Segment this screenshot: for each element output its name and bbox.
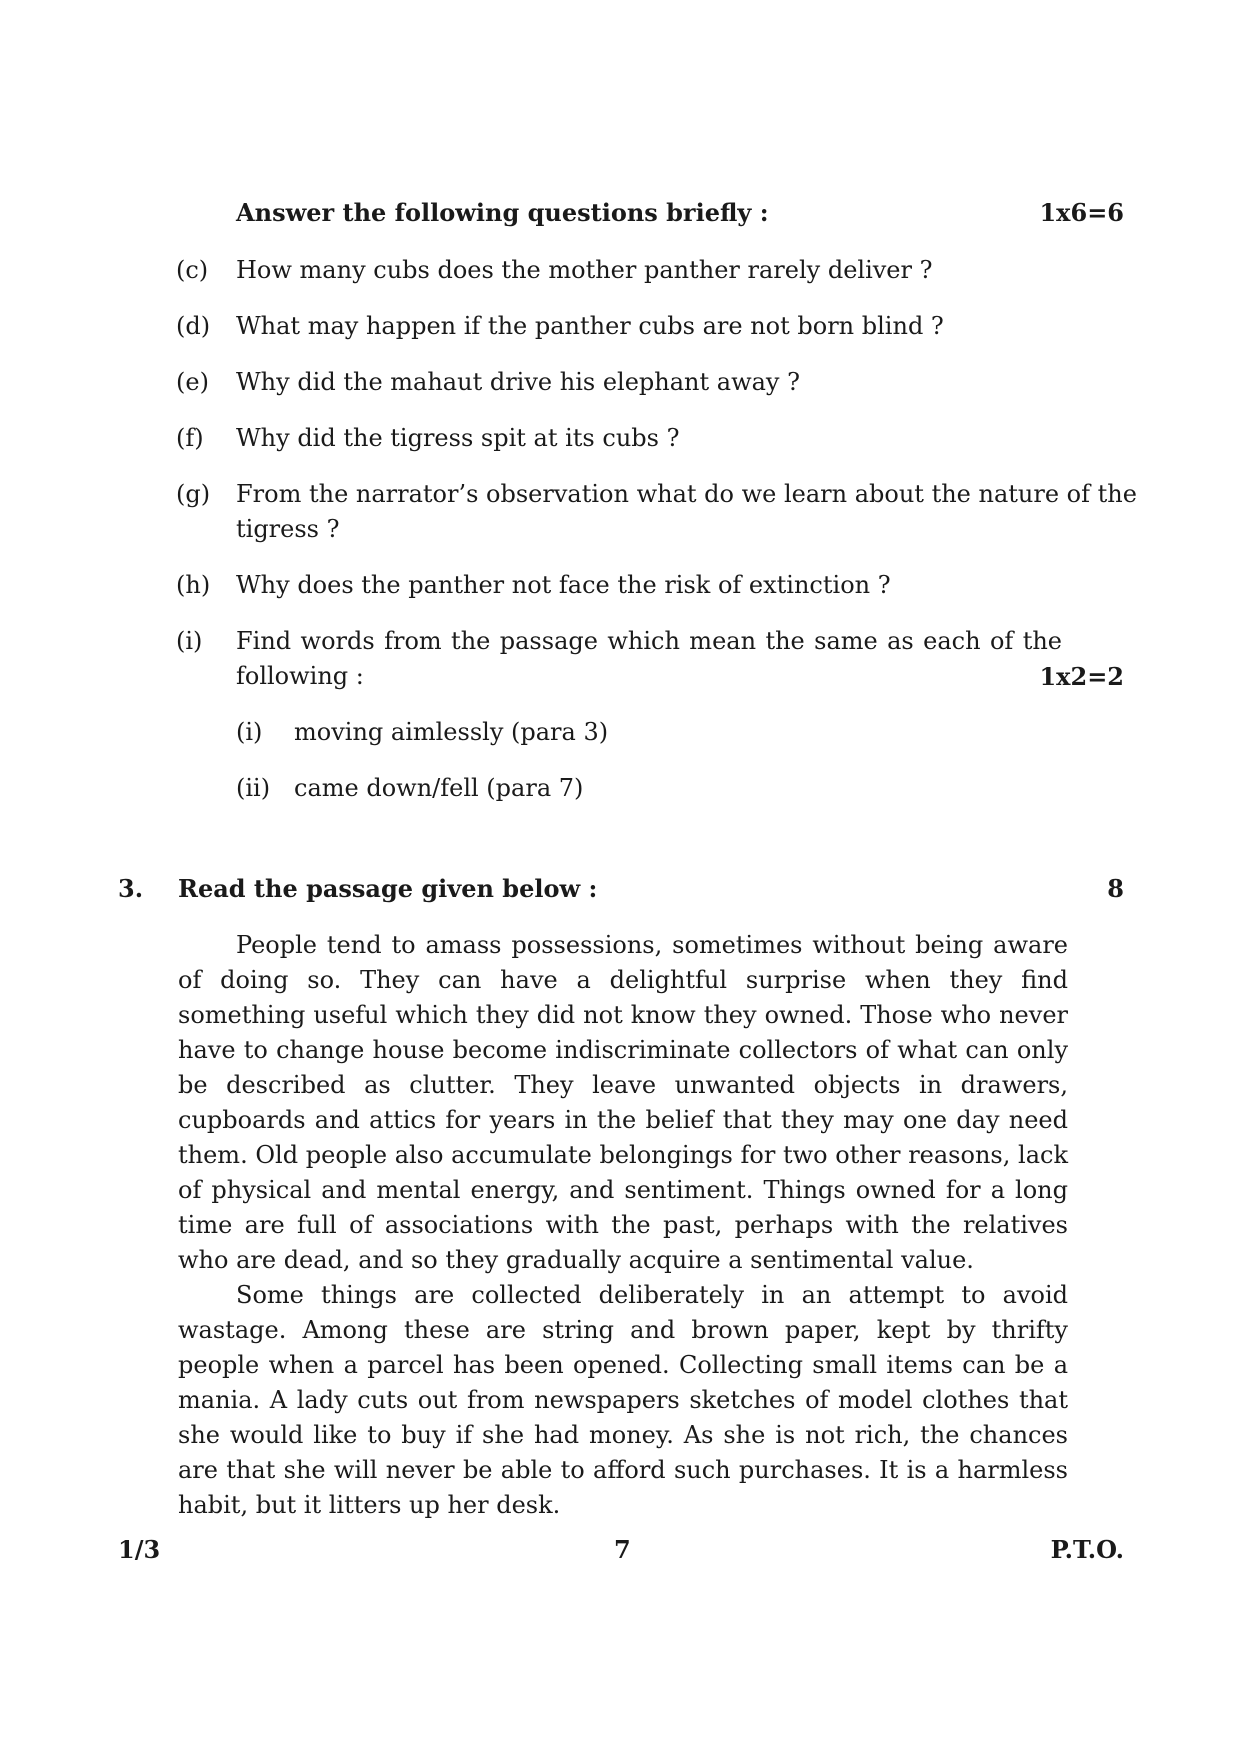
question-d-text: What may happen if the panther cubs are not born blind ?: [236, 312, 944, 340]
passage-paragraph-1: People tend to amass possessions, sometimes without being aware of doing so. They can have a delightful surprise when they find something useful which they did not know they owned. Those who never have to change house become indiscriminate collectors of what can only be described as clutter. They leave unwanted objects in drawers, cupboards and attics for years in the belief that they may one day need them. Old people also accumulate belongings for two other reasons, lack of physical and mental energy, and sentiment. Things owned for a long time are full of associations with the past, perhaps with the relatives who are dead, and so they gradually acquire a sentimental value.: [178, 931, 1068, 1274]
question-i-text-line2: following :: [236, 662, 364, 690]
question-number-3: 3.: [118, 874, 144, 903]
question-g-text-line2: tigress ?: [236, 515, 340, 543]
marks-1x2: 1x2=2: [1039, 662, 1124, 691]
subitem-label-i: (i): [236, 718, 263, 746]
page-number: 7: [614, 1535, 631, 1564]
question-i-text-line1: Find words from the passage which mean the same as each of the: [236, 627, 1062, 655]
question-g-text-line1: From the narrator’s observation what do we learn about the nature of the: [236, 480, 1137, 508]
question-label-d: (d): [176, 312, 211, 340]
question-label-c: (c): [176, 256, 209, 284]
pto-label: P.T.O.: [1050, 1535, 1124, 1564]
question-label-i: (i): [176, 627, 203, 655]
passage-heading: Read the passage given below :: [178, 874, 598, 903]
subitem-i-text: moving aimlessly (para 3): [294, 718, 609, 746]
question-h-text: Why does the panther not face the risk of extinction ?: [236, 571, 891, 599]
subitem-label-ii: (ii): [236, 774, 271, 802]
question-c-text: How many cubs does the mother panther rarely deliver ?: [236, 256, 933, 284]
subitem-ii-text: came down/fell (para 7): [294, 774, 584, 802]
page-code: 1/3: [118, 1535, 161, 1564]
passage-paragraph-2: Some things are collected deliberately in an attempt to avoid wastage. Among these are string and brown paper, kept by thrifty people when a parcel has been opened. Collecting small items can be a mania. A lady cuts out from newspapers sketches of model clothes that she would like to buy if she had money. As she is not rich, the chances are that she will never be able to afford such purchases. It is a harmless habit, but it litters up her desk.: [178, 1281, 1068, 1519]
marks-8: 8: [1107, 874, 1124, 903]
question-label-e: (e): [176, 368, 209, 396]
instruction-heading: Answer the following questions briefly :: [236, 198, 769, 227]
question-f-text: Why did the tigress spit at its cubs ?: [236, 424, 680, 452]
marks-1x6: 1x6=6: [1039, 198, 1124, 227]
question-label-f: (f): [176, 424, 204, 452]
question-label-g: (g): [176, 480, 211, 508]
question-label-h: (h): [176, 571, 211, 599]
question-e-text: Why did the mahaut drive his elephant away ?: [236, 368, 800, 396]
